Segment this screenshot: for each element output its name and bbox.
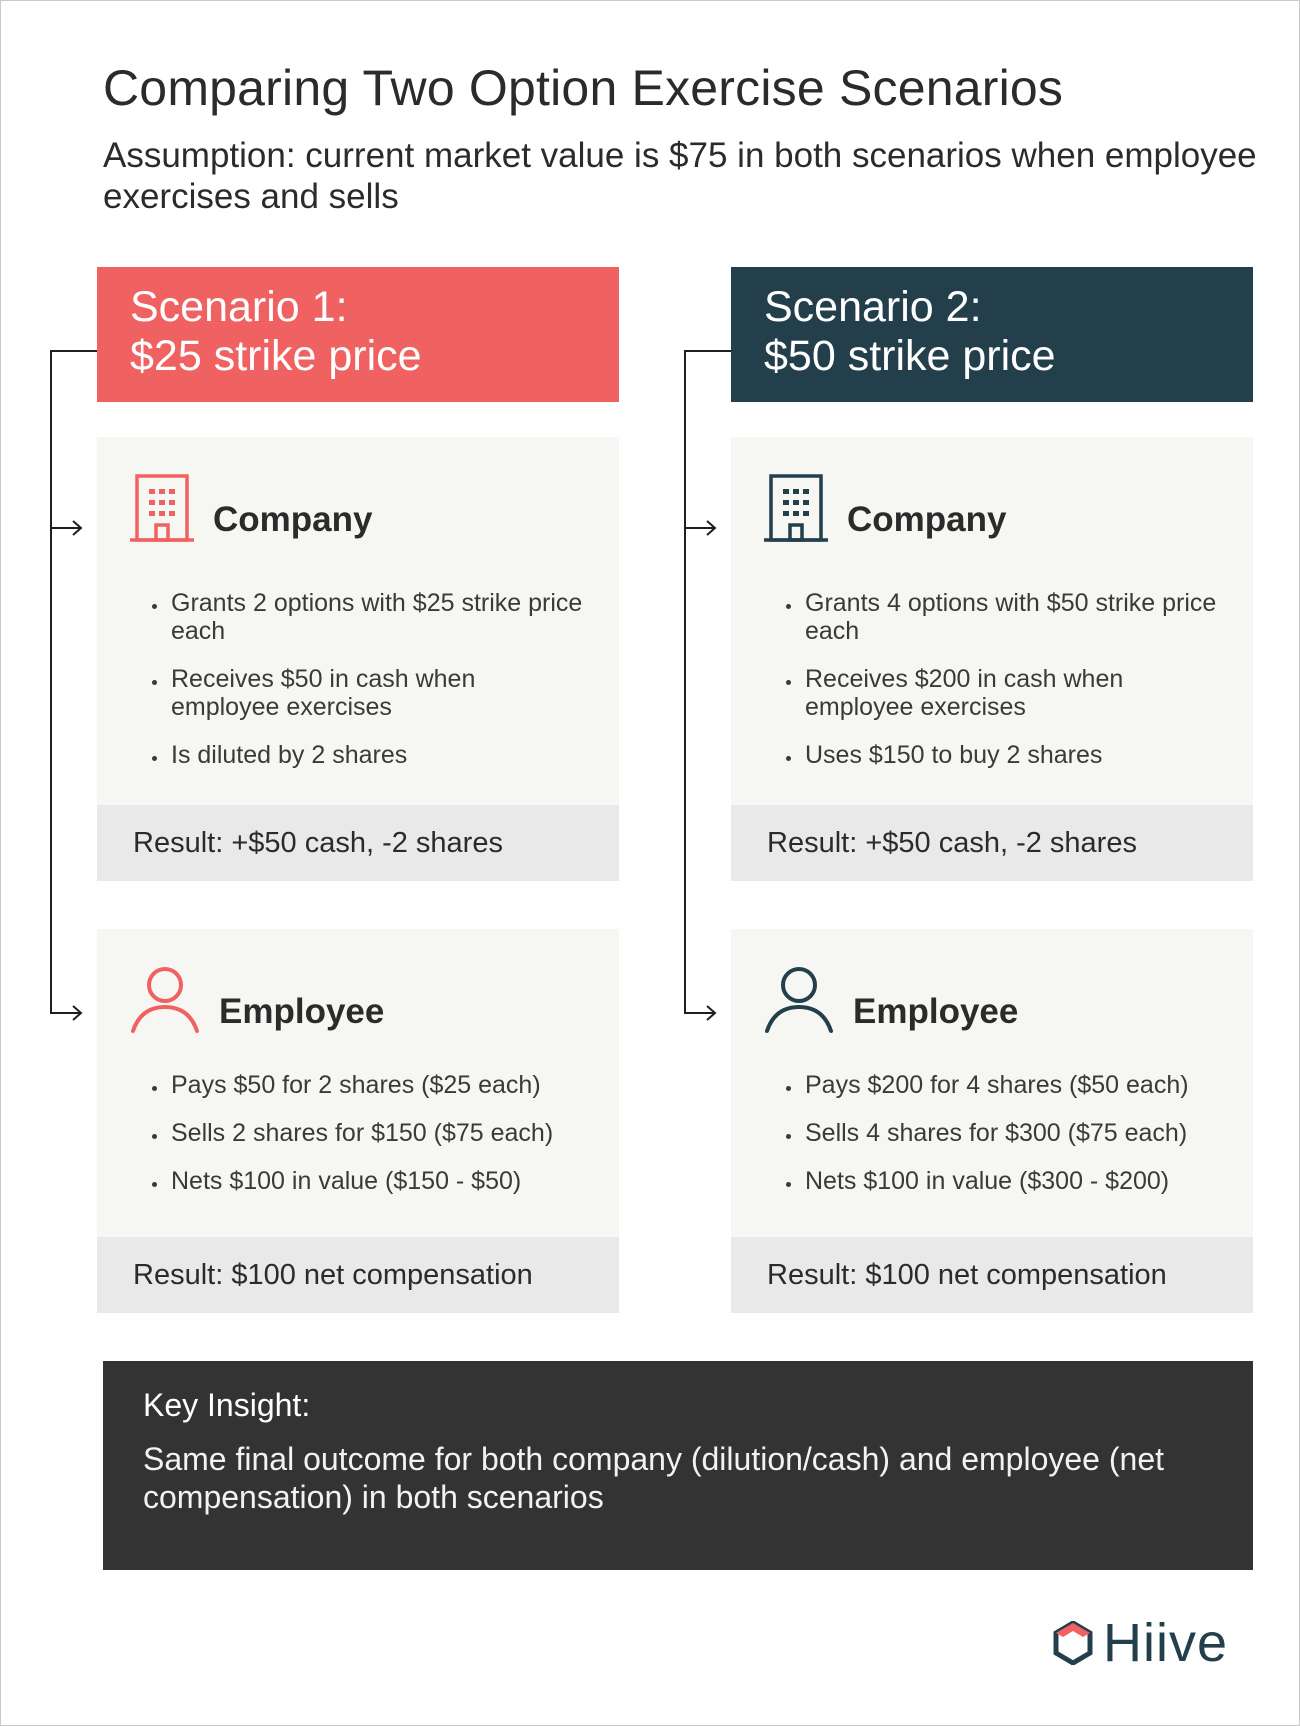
card-heading: [763, 473, 1006, 543]
scenario-1-employee-card: [97, 929, 619, 1313]
list-item: • Pays $200 for 4 shares ($50 each): [803, 1071, 1263, 1099]
employee-result: Result: $100 net compensation: [731, 1237, 1253, 1313]
company-result: Result: +$50 cash, -2 shares: [731, 805, 1253, 881]
list-item: • Sells 4 shares for $300 ($75 each): [803, 1119, 1263, 1147]
person-icon: [129, 965, 201, 1035]
employee-result: Result: $100 net compensation: [97, 1237, 619, 1313]
subtitle: Assumption: current market value is $75 in both scenarios when employee exercises and sells: [103, 136, 1257, 216]
company-bullets: [135, 589, 589, 789]
list-item: • Grants 2 options with $25 strike price each: [169, 589, 589, 645]
building-icon: [129, 473, 195, 543]
list-item: • Nets $100 in value ($150 - $50): [169, 1167, 629, 1195]
company-label: Company: [847, 500, 1007, 539]
employee-bullets: [769, 1071, 1263, 1215]
scenario-1-connector: [51, 351, 97, 1020]
page-title: Comparing Two Option Exercise Scenarios: [103, 60, 1064, 116]
list-item: • Nets $100 in value ($300 - $200): [803, 1167, 1263, 1195]
key-insight-title: Key Insight:: [143, 1387, 311, 1423]
employee-bullets: [135, 1071, 629, 1215]
employee-label: Employee: [219, 992, 385, 1031]
company-label: Company: [213, 500, 373, 539]
scenario-2-title: Scenario 2:: [764, 283, 982, 331]
card-heading: [129, 965, 384, 1035]
scenario-2-company-card: [731, 437, 1253, 881]
scenario-1-company-card: [97, 437, 619, 881]
building-icon: [763, 473, 829, 543]
list-item: • Receives $50 in cash when employee exercises: [169, 665, 589, 721]
scenario-1-header: [97, 267, 619, 402]
scenario-1-strike-price: $25 strike price: [130, 332, 422, 380]
list-item: • Sells 2 shares for $150 ($75 each): [169, 1119, 629, 1147]
card-heading: [129, 473, 372, 543]
person-icon: [763, 965, 835, 1035]
scenario-2-connector: [685, 351, 731, 1020]
key-insight-box: [103, 1361, 1253, 1570]
scenario-2-strike-price: $50 strike price: [764, 332, 1056, 380]
list-item: • Is diluted by 2 shares: [169, 741, 589, 769]
list-item: • Uses $150 to buy 2 shares: [803, 741, 1223, 769]
list-item: • Receives $200 in cash when employee exercises: [803, 665, 1223, 721]
hiive-logo-text: Hiive: [1103, 1613, 1229, 1673]
scenario-2-employee-card: [731, 929, 1253, 1313]
company-result: Result: +$50 cash, -2 shares: [97, 805, 619, 881]
scenario-1-title: Scenario 1:: [130, 283, 348, 331]
company-bullets: [769, 589, 1223, 789]
employee-label: Employee: [853, 992, 1019, 1031]
list-item: • Pays $50 for 2 shares ($25 each): [169, 1071, 629, 1099]
key-insight-text: Same final outcome for both company (dilution/cash) and employee (net compensation) in both scenarios: [143, 1441, 1164, 1515]
scenario-2-header: [731, 267, 1253, 402]
card-heading: [763, 965, 1018, 1035]
hiive-logo-icon: [1053, 1621, 1093, 1665]
list-item: • Grants 4 options with $50 strike price each: [803, 589, 1223, 645]
hiive-logo: [1053, 1613, 1228, 1673]
